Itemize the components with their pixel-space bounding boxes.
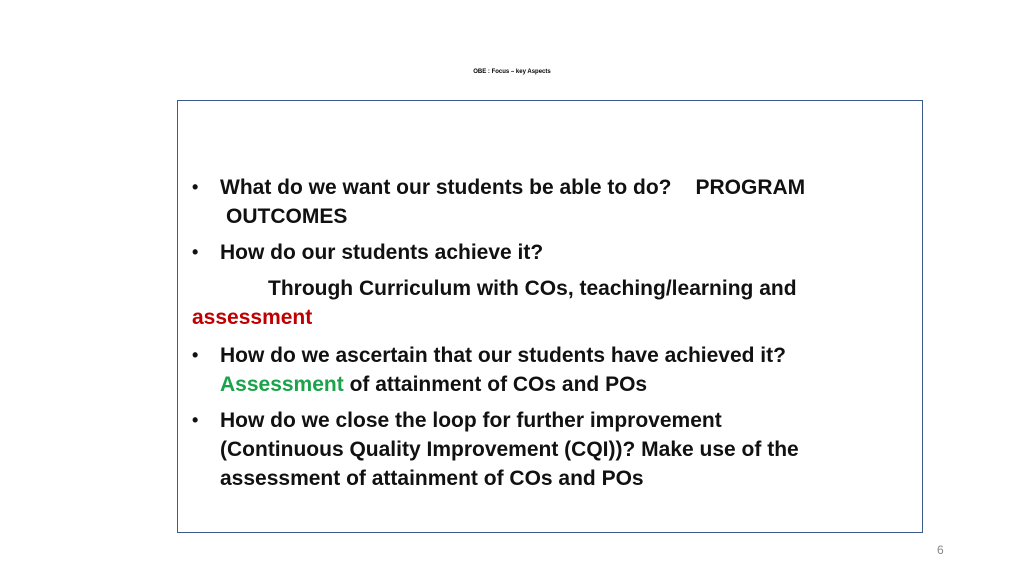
bullet-item-achieve (192, 238, 912, 267)
slide-title: OBE : Focus – key Aspects (473, 69, 551, 75)
paragraph-text: Through Curriculum with COs, teaching/learning and (268, 277, 797, 300)
assessment-red-text: assessment (192, 306, 313, 329)
assessment-green-text: Assessment (220, 373, 344, 396)
paragraph-curriculum (192, 274, 912, 332)
bullet-list (192, 173, 912, 500)
page-number: 6 (937, 543, 944, 557)
bullet-question: How do we ascertain that our students have achieved it? (220, 344, 786, 367)
bullet-rest: of attainment of COs and POs (343, 373, 648, 396)
bullet-item-program-outcomes (192, 173, 912, 231)
bullet-line-2: (Continuous Quality Improvement (CQI))? Make use of the (220, 438, 799, 461)
bullet-item-ascertain (192, 341, 912, 399)
bullet-line-1: How do we close the loop for further improvement (220, 409, 722, 432)
bullet-icon: • (192, 410, 199, 430)
bullet-answer: PROGRAM (695, 176, 806, 199)
bullet-question: How do our students achieve it? (220, 241, 544, 264)
content-box (177, 100, 923, 533)
bullet-line-3: assessment of attainment of COs and POs (220, 467, 644, 490)
bullet-answer-continued: OUTCOMES (226, 205, 348, 228)
bullet-icon: • (192, 177, 199, 197)
bullet-item-close-loop (192, 406, 912, 493)
bullet-icon: • (192, 345, 199, 365)
bullet-icon: • (192, 242, 199, 262)
bullet-question: What do we want our students be able to do? (220, 176, 672, 199)
